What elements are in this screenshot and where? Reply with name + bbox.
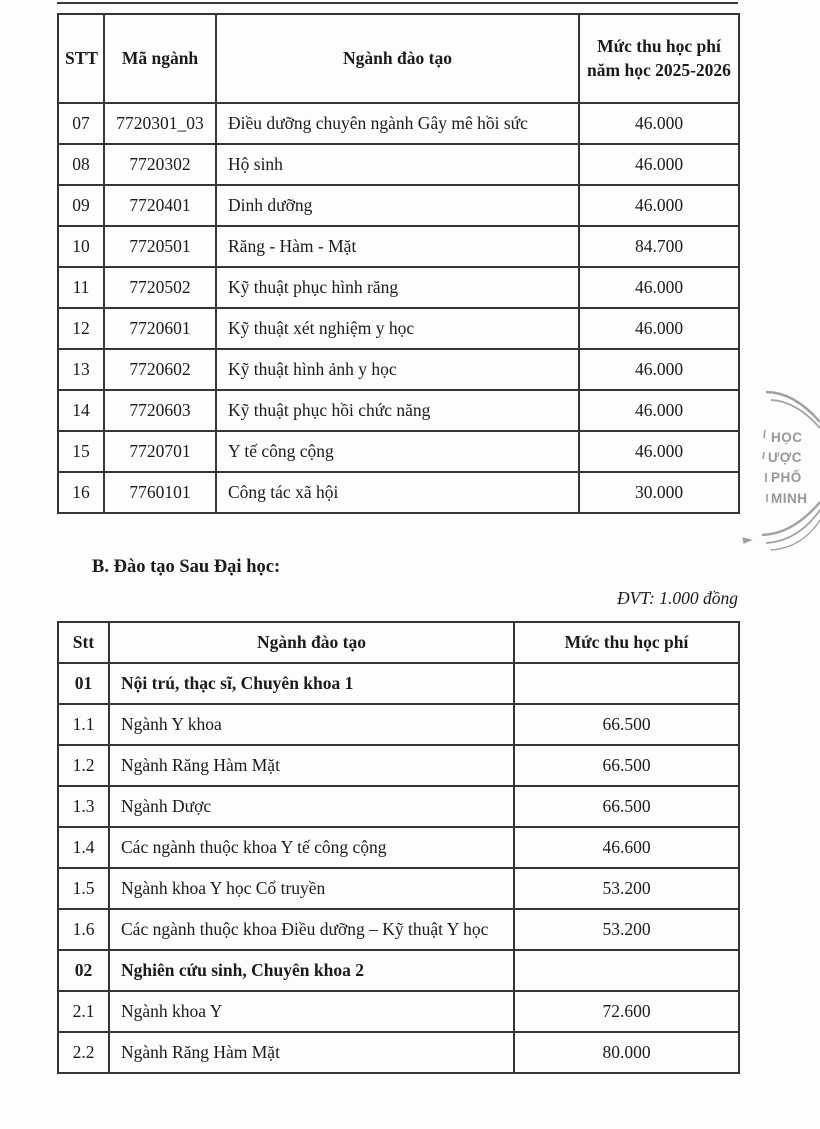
table-row: [58, 226, 739, 267]
cell-fee: 46.000: [579, 144, 739, 185]
cell-fee: 46.000: [579, 431, 739, 472]
cell-stt: 16: [58, 472, 104, 513]
header-stt: Stt: [58, 622, 109, 663]
cell-fee: [514, 950, 739, 991]
cell-fee: 66.500: [514, 704, 739, 745]
cell-stt: 01: [58, 663, 109, 704]
cell-major: Kỹ thuật xét nghiệm y học: [216, 308, 579, 349]
cell-fee: 80.000: [514, 1032, 739, 1073]
cell-major: Dinh dưỡng: [216, 185, 579, 226]
table-row: [58, 786, 739, 827]
cell-code: 7720603: [104, 390, 216, 431]
cell-fee: 53.200: [514, 868, 739, 909]
cell-code: 7720302: [104, 144, 216, 185]
table-row: [58, 472, 739, 513]
cell-major: Ngành Răng Hàm Mặt: [109, 745, 514, 786]
cell-fee: 53.200: [514, 909, 739, 950]
header-major-name: Ngành đào tạo: [109, 622, 514, 663]
cell-major: Y tế công cộng: [216, 431, 579, 472]
cell-major: Các ngành thuộc khoa Y tế công cộng: [109, 827, 514, 868]
cell-major: Ngành Răng Hàm Mặt: [109, 1032, 514, 1073]
cell-fee: 66.500: [514, 745, 739, 786]
cell-major: Các ngành thuộc khoa Điều dưỡng – Kỹ thuật Y học: [109, 909, 514, 950]
table-row: [58, 431, 739, 472]
cell-stt: 1.4: [58, 827, 109, 868]
stamp-text-line-3: PHỐ: [771, 470, 802, 485]
cell-stt: 1.5: [58, 868, 109, 909]
cell-stt: 14: [58, 390, 104, 431]
table-row: [58, 745, 739, 786]
cell-major: Ngành Dược: [109, 786, 514, 827]
cell-stt: 13: [58, 349, 104, 390]
cell-major: Ngành khoa Y: [109, 991, 514, 1032]
cell-stt: 12: [58, 308, 104, 349]
cell-stt: 15: [58, 431, 104, 472]
postgrad-fee-table: [57, 621, 740, 1074]
stamp-text-line-2: ƯỢC: [768, 450, 802, 465]
cell-fee: 30.000: [579, 472, 739, 513]
table-row: [58, 991, 739, 1032]
cell-fee: 46.000: [579, 267, 739, 308]
cell-stt: 1.2: [58, 745, 109, 786]
table-row: [58, 144, 739, 185]
cell-major: Công tác xã hội: [216, 472, 579, 513]
cell-stt: 2.1: [58, 991, 109, 1032]
cell-code: 7720601: [104, 308, 216, 349]
cell-major: Kỹ thuật phục hồi chức năng: [216, 390, 579, 431]
currency-unit-note: ĐVT: 1.000 đồng: [616, 588, 738, 608]
table-header-row: [58, 14, 739, 103]
table-row: [58, 909, 739, 950]
cell-stt: 08: [58, 144, 104, 185]
cell-code: 7760101: [104, 472, 216, 513]
table-row: [58, 349, 739, 390]
cell-major: Ngành Y khoa: [109, 704, 514, 745]
section-b-heading: B. Đào tạo Sau Đại học:: [92, 557, 281, 577]
cell-fee: 46.000: [579, 390, 739, 431]
table-row: [58, 103, 739, 144]
cell-fee: 46.000: [579, 308, 739, 349]
cell-major: Điều dưỡng chuyên ngành Gây mê hồi sức: [216, 103, 579, 144]
table-row: [58, 267, 739, 308]
table-row: [58, 308, 739, 349]
cell-fee: 46.000: [579, 103, 739, 144]
cell-code: 7720701: [104, 431, 216, 472]
cell-stt: 10: [58, 226, 104, 267]
table-row: [58, 390, 739, 431]
cell-major: Nội trú, thạc sĩ, Chuyên khoa 1: [109, 663, 514, 704]
cell-major: Hộ sinh: [216, 144, 579, 185]
table-row: [58, 663, 739, 704]
cell-code: 7720501: [104, 226, 216, 267]
table-header-row: [58, 622, 739, 663]
table-row: [58, 868, 739, 909]
cell-major: Kỹ thuật hình ảnh y học: [216, 349, 579, 390]
cell-stt: 09: [58, 185, 104, 226]
cell-code: 7720602: [104, 349, 216, 390]
header-stt: STT: [58, 14, 104, 103]
stamp-text-line-1: HỌC: [771, 430, 803, 445]
cell-stt: 1.6: [58, 909, 109, 950]
cell-fee: 46.600: [514, 827, 739, 868]
cell-fee: 46.000: [579, 349, 739, 390]
cell-code: 7720301_03: [104, 103, 216, 144]
cell-fee: 66.500: [514, 786, 739, 827]
cell-stt: 07: [58, 103, 104, 144]
table-row: [58, 185, 739, 226]
cell-major: Ngành khoa Y học Cổ truyền: [109, 868, 514, 909]
university-seal-stamp: [738, 368, 820, 573]
table-row: [58, 827, 739, 868]
cell-stt: 1.3: [58, 786, 109, 827]
cell-code: 7720502: [104, 267, 216, 308]
cell-major: Kỹ thuật phục hình răng: [216, 267, 579, 308]
table-row: [58, 704, 739, 745]
page-top-divider-line: [57, 2, 738, 4]
cell-stt: 1.1: [58, 704, 109, 745]
header-fee: Mức thu học phí: [514, 622, 739, 663]
cell-fee: 84.700: [579, 226, 739, 267]
cell-stt: 11: [58, 267, 104, 308]
cell-major: Răng - Hàm - Mặt: [216, 226, 579, 267]
cell-fee: 72.600: [514, 991, 739, 1032]
cell-code: 7720401: [104, 185, 216, 226]
header-major-code: Mã ngành: [104, 14, 216, 103]
undergrad-table-body: [58, 103, 739, 513]
cell-fee: 46.000: [579, 185, 739, 226]
cell-stt: 2.2: [58, 1032, 109, 1073]
cell-major: Nghiên cứu sinh, Chuyên khoa 2: [109, 950, 514, 991]
cell-stt: 02: [58, 950, 109, 991]
postgrad-table-body: [58, 663, 739, 1073]
undergrad-fee-table: [57, 13, 740, 514]
cell-fee: [514, 663, 739, 704]
table-row: [58, 1032, 739, 1073]
table-row: [58, 950, 739, 991]
header-major-name: Ngành đào tạo: [216, 14, 579, 103]
stamp-text-line-4: MINH: [771, 491, 808, 506]
header-fee: Mức thu học phí năm học 2025-2026: [579, 14, 739, 103]
